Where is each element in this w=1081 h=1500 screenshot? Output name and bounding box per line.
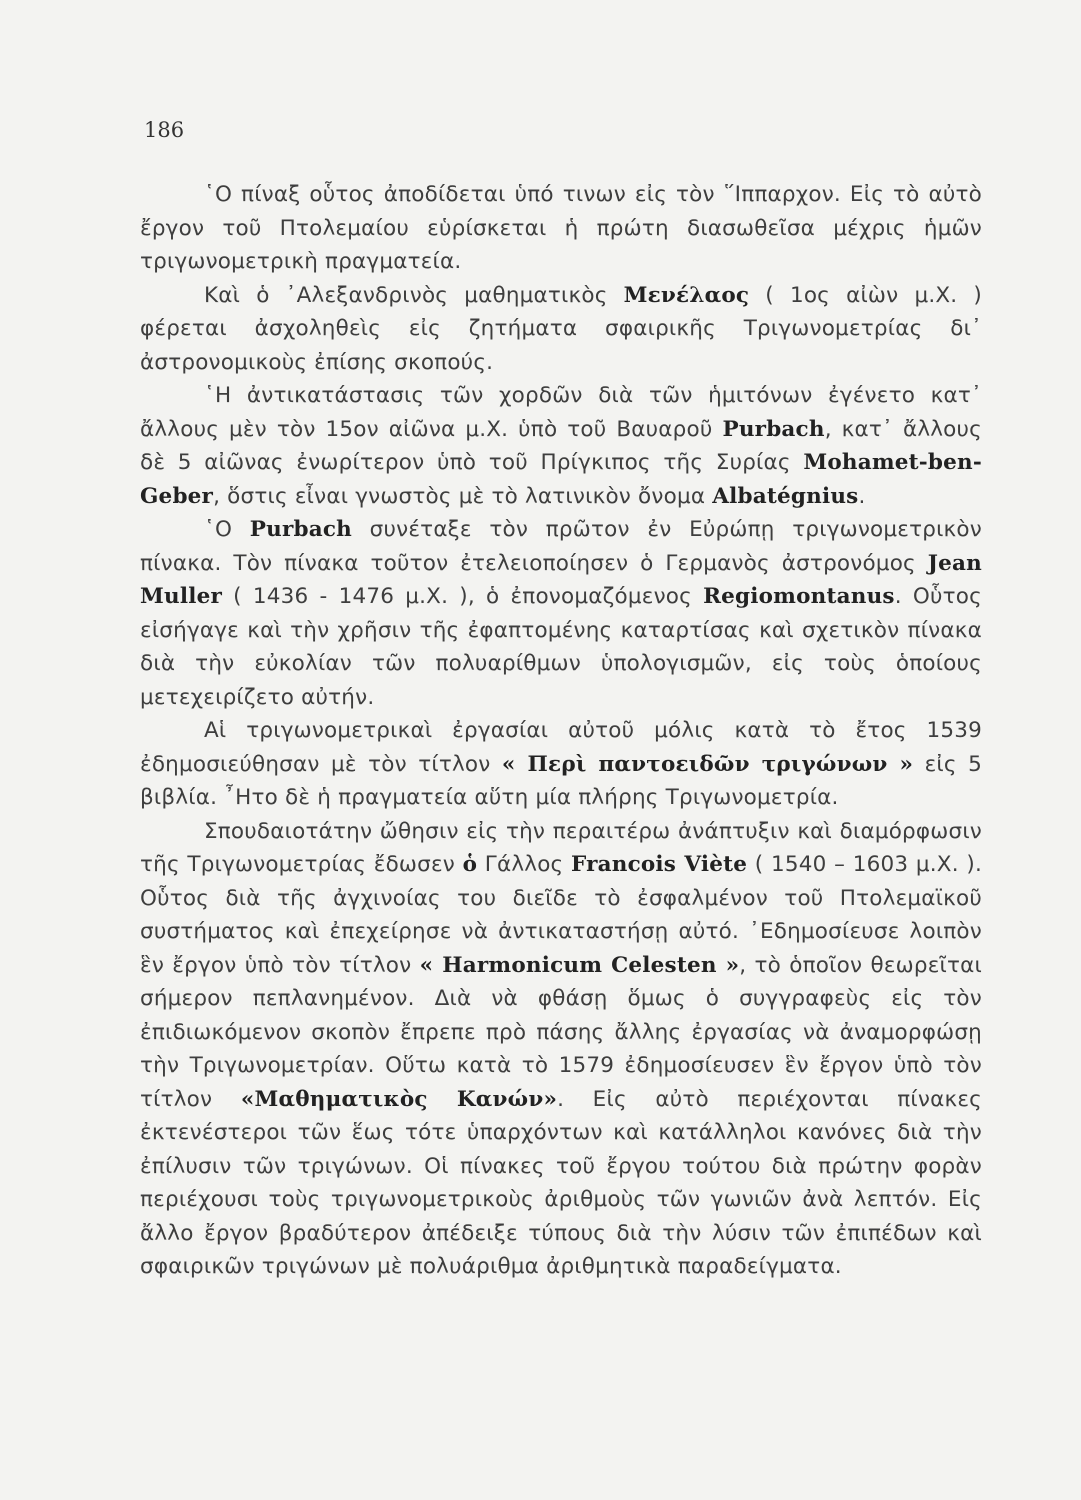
paragraph-4-text: συνέταξε τὸν πρῶτον ἐν Εὐρώπῃ τριγωνομετρικὸν πίνακα. Τὸν πίνακα τοῦτον ἐτελειοποίησεν ὁ Γερμανὸς ἀστρονόμος	[140, 517, 982, 576]
title-mathematikos-kanon: «Μαθηματικὸς Κανών»	[240, 1086, 558, 1112]
paragraph-4	[140, 513, 982, 714]
paragraph-4-text: . Οὗτος εἰσήγαγε καὶ τὴν χρῆσιν τῆς ἐφαπτομένης καταρτίσας καὶ σχετικὸν πίνακα διὰ τὴν εὐκολίαν τῶν πολυαρίθμων ὑπολογισμῶν, εἰς τοὺς ὁποίους μετεχειρίζετο αὐτήν.	[140, 584, 982, 710]
name-regiomontanus: Regiomontanus	[703, 584, 895, 609]
title-peri-pantoeidon-trigonon: « Περὶ παντοειδῶν τριγώνων »	[501, 751, 914, 777]
paragraph-2-text: Καὶ ὁ ᾿Αλεξανδρινὸς μαθηματικὸς	[204, 282, 624, 308]
paragraph-1-text: ῾Ο πίναξ οὗτος ἀποδίδεται ὑπό τινων εἰς τὸν ῞Ιππαρχον. Εἰς τὸ αὐτὸ ἔργον τοῦ Πτολεμαίου εὑρίσκεται ἡ πρώτη διασωθεῖσα μέχρις ἡμῶν τριγωνομετρικὴ πραγματεία.	[140, 182, 982, 274]
name-francois-viete: Francois Viète	[571, 852, 748, 877]
paragraph-4-text: ( 1436 - 1476 μ.Χ. ), ὁ ἐπονομαζόμενος	[221, 584, 704, 609]
paragraph-1	[140, 178, 982, 279]
paragraph-4-text: ῾Ο	[204, 517, 250, 542]
paragraph-6-text: . Εἰς αὐτὸ περιέχονται πίνακες ἐκτενέστεροι τῶν ἕως τότε ὑπαρχόντων καὶ κατάλληλοι κανόνες διὰ τὴν ἐπίλυσιν τῶν τριγώνων. Οἱ πίνακες τοῦ ἔργου τούτου διὰ πρώτην φορὰν περιέχουσι τοὺς τριγωνομετρικοὺς ἀριθμοὺς τῶν γωνιῶν ἀνὰ λεπτόν. Εἰς ἄλλο ἔργον βραδύτερον ἀπέδειξε τύπους διὰ τὴν λύσιν τῶν ἐπιπέδων καὶ σφαιρικῶν τριγώνων μὲ πολυάριθμα ἀριθμητικὰ παραδείγματα.	[140, 1086, 982, 1279]
name-jean-muller: Jean Muller	[140, 550, 982, 609]
name-menelaus: Μενέλαος	[623, 282, 750, 308]
paragraph-3-text: , ὅστις εἶναι γνωστὸς μὲ τὸ λατινικὸν ὄνομα	[213, 483, 713, 509]
paragraph-5-text: Αἱ τριγωνομετρικαὶ ἐργασίαι αὐτοῦ μόλις κατὰ τὸ ἔτος 1539 ἐδημοσιεύθησαν μὲ τὸν τίτλον	[140, 718, 982, 777]
paragraph-3-text: .	[858, 483, 866, 509]
name-purbach: Purbach	[722, 416, 825, 442]
paragraph-3	[140, 379, 982, 513]
paragraph-6	[140, 815, 982, 1284]
paragraph-6-text: ( 1540 – 1603 μ.Χ. ). Οὗτος διὰ τῆς ἀγχινοίας του διεῖδε τὸ ἐσφαλμένον τοῦ Πτολεμαϊκοῦ συστήματος καὶ ἐπεχείρησε νὰ ἀντικαταστήσῃ αὐτό. ᾿Εδημοσίευσε λοιπὸν ἓν ἔργον ὑπὸ τὸν τίτλον	[140, 852, 982, 978]
paragraph-2-text: ( 1ος αἰὼν μ.Χ. ) φέρεται ἀσχοληθεὶς εἰς ζητήματα σφαιρικῆς Τριγωνομετρίας δι᾿ ἀστρονομικοὺς ἐπίσης σκοπούς.	[140, 282, 982, 375]
paragraph-3-text: ῾Η ἀντικατάστασις τῶν χορδῶν διὰ τῶν ἡμιτόνων ἐγένετο κατ᾿ ἄλλους μὲν τὸν 15ον αἰῶνα μ.Χ. ὑπὸ τοῦ Βαυαροῦ	[140, 383, 982, 442]
paragraph-6-text: Σπουδαιοτάτην ὤθησιν εἰς τὴν περαιτέρω ἀνάπτυξιν καὶ διαμόρφωσιν τῆς Τριγωνομετρίας ἔδωσεν	[140, 818, 982, 877]
title-harmonicum-celesten: « Harmonicum Celesten »	[419, 952, 740, 978]
name-purbach: Purbach	[249, 517, 352, 542]
article-o: ὁ	[462, 852, 478, 877]
name-albategnius: Albatégnius	[712, 483, 859, 509]
paragraph-3-text: , κατ᾿ ἄλλους δὲ 5 αἰῶνας ἐνωρίτερον ὑπὸ τοῦ Πρίγκιπος τῆς Συρίας	[140, 416, 982, 475]
paragraph-5-text: εἰς 5 βιβλία. ῏Ητο δὲ ἡ πραγματεία αὕτη μία πλήρης Τριγωνομετρία.	[140, 751, 982, 810]
paragraph-6-text: , τὸ ὁποῖον θεωρεῖται σήμερον πεπλανημένον. Διὰ νὰ φθάσῃ ὅμως ὁ συγγραφεὺς εἰς τὸν ἐπιδιωκόμενον σκοπὸν ἔπρεπε πρὸ πάσης ἄλλης ἐργασίας νὰ ἀναμορφώσῃ τὴν Τριγωνομετρίαν. Οὕτω κατὰ τὸ 1579 ἐδημοσίευσεν ἓν ἔργον ὑπὸ τὸν τίτλον	[140, 952, 982, 1112]
paragraph-2	[140, 279, 982, 380]
paragraph-6-text: Γάλλος	[477, 852, 572, 877]
body-text	[140, 178, 982, 1284]
name-mohamet-ben-geber: Mohamet-ben-Geber	[140, 450, 982, 509]
page-number: 186	[144, 118, 185, 142]
paragraph-5	[140, 714, 982, 815]
